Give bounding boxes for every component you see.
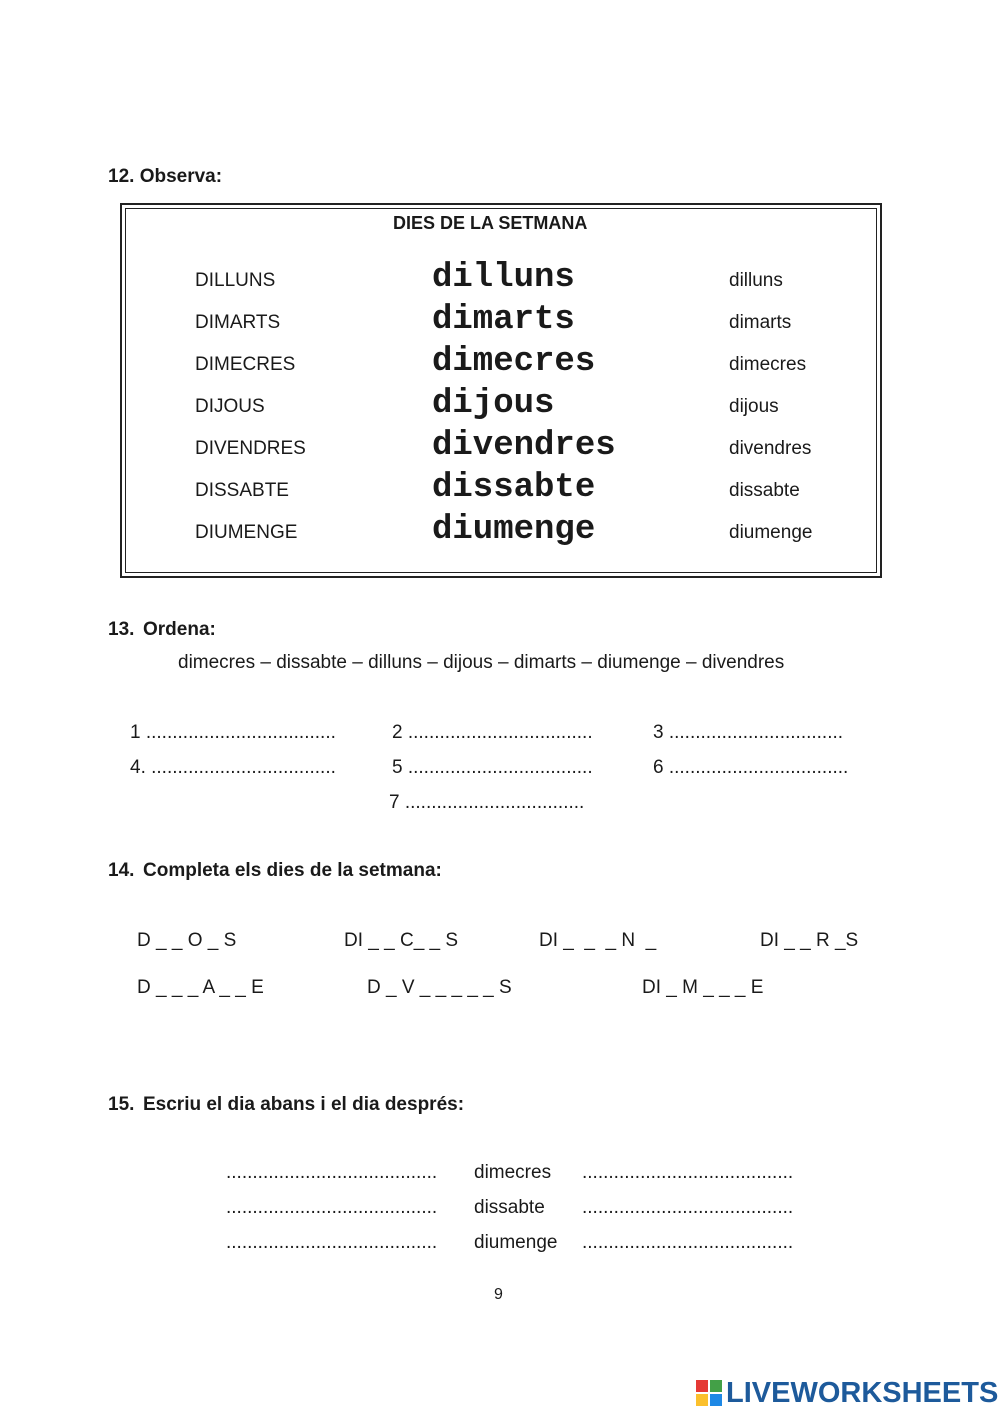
ex13-heading: Ordena: [143, 619, 216, 640]
day-uppercase: DIJOUS [195, 396, 265, 417]
day-uppercase: DIMECRES [195, 354, 296, 375]
before-blank-3[interactable]: ........................................ [226, 1232, 438, 1253]
order-slot-4[interactable]: 4. ................................... [130, 757, 336, 778]
day-typewriter: divendres [432, 427, 616, 465]
day-lowercase: dimarts [729, 312, 792, 333]
day-lowercase: divendres [729, 438, 812, 459]
before-blank-2[interactable]: ........................................ [226, 1197, 438, 1218]
ex14-heading-number: 14. [108, 860, 135, 881]
day-typewriter: dijous [432, 385, 555, 423]
day-lowercase: dimecres [729, 354, 807, 375]
ex12-heading: 12. Observa: [108, 166, 223, 187]
logo-text: LIVEWORKSHEETS [726, 1376, 999, 1409]
day-lowercase: diumenge [729, 522, 813, 543]
after-blank-3[interactable]: ........................................ [582, 1232, 794, 1253]
liveworksheets-logo [696, 1376, 998, 1410]
after-blank-1[interactable]: ........................................ [582, 1162, 794, 1183]
logo-block [710, 1394, 722, 1406]
logo-block [710, 1380, 722, 1392]
ex15-heading-number: 15. [108, 1094, 135, 1115]
order-slot-1[interactable]: 1 .................................... [130, 722, 336, 743]
logo-block [696, 1394, 708, 1406]
day-uppercase: DIVENDRES [195, 438, 306, 459]
day-uppercase: DIMARTS [195, 312, 281, 333]
puzzle-4[interactable]: DI _ _ R _S [760, 930, 859, 951]
day-uppercase: DILLUNS [195, 270, 276, 291]
order-slot-7[interactable]: 7 .................................. [389, 792, 585, 813]
day-typewriter: diumenge [432, 511, 596, 549]
day-typewriter: dissabte [432, 469, 596, 507]
puzzle-2[interactable]: DI _ _ C_ _ S [344, 930, 459, 951]
logo-block [696, 1380, 708, 1392]
day-uppercase: DISSABTE [195, 480, 289, 501]
order-slot-5[interactable]: 5 ................................... [392, 757, 593, 778]
day-lowercase: dilluns [729, 270, 783, 291]
puzzle-1[interactable]: D _ _ O _ S [137, 930, 237, 951]
day-lowercase: dissabte [729, 480, 800, 501]
logo-blocks-icon [696, 1380, 722, 1406]
ex14-heading: Completa els dies de la setmana: [143, 860, 442, 881]
order-slot-3[interactable]: 3 ................................. [653, 722, 844, 743]
middle-day-1: dimecres [474, 1162, 552, 1183]
middle-day-2: dissabte [474, 1197, 545, 1218]
order-slot-6[interactable]: 6 .................................. [653, 757, 849, 778]
day-lowercase: dijous [729, 396, 779, 417]
day-typewriter: dilluns [432, 259, 575, 297]
puzzle-3[interactable]: DI _ _ _ N _ [539, 930, 657, 951]
page-number: 9 [494, 1286, 503, 1303]
after-blank-2[interactable]: ........................................ [582, 1197, 794, 1218]
days-box-title: DIES DE LA SETMANA [393, 213, 588, 233]
puzzle-5[interactable]: D _ _ _ A _ _ E [137, 977, 264, 998]
order-slot-2[interactable]: 2 ................................... [392, 722, 593, 743]
day-uppercase: DIUMENGE [195, 522, 298, 543]
puzzle-6[interactable]: D _ V _ _ _ _ _ S [367, 977, 512, 998]
day-typewriter: dimecres [432, 343, 596, 381]
ex15-heading: Escriu el dia abans i el dia després: [143, 1094, 465, 1115]
ex13-word-list: dimecres – dissabte – dilluns – dijous – dimarts – diumenge – divendres [178, 652, 785, 673]
middle-day-3: diumenge [474, 1232, 558, 1253]
day-typewriter: dimarts [432, 301, 575, 339]
ex13-heading-number: 13. [108, 619, 135, 640]
puzzle-7[interactable]: DI _ M _ _ _ E [642, 977, 764, 998]
before-blank-1[interactable]: ........................................ [226, 1162, 438, 1183]
